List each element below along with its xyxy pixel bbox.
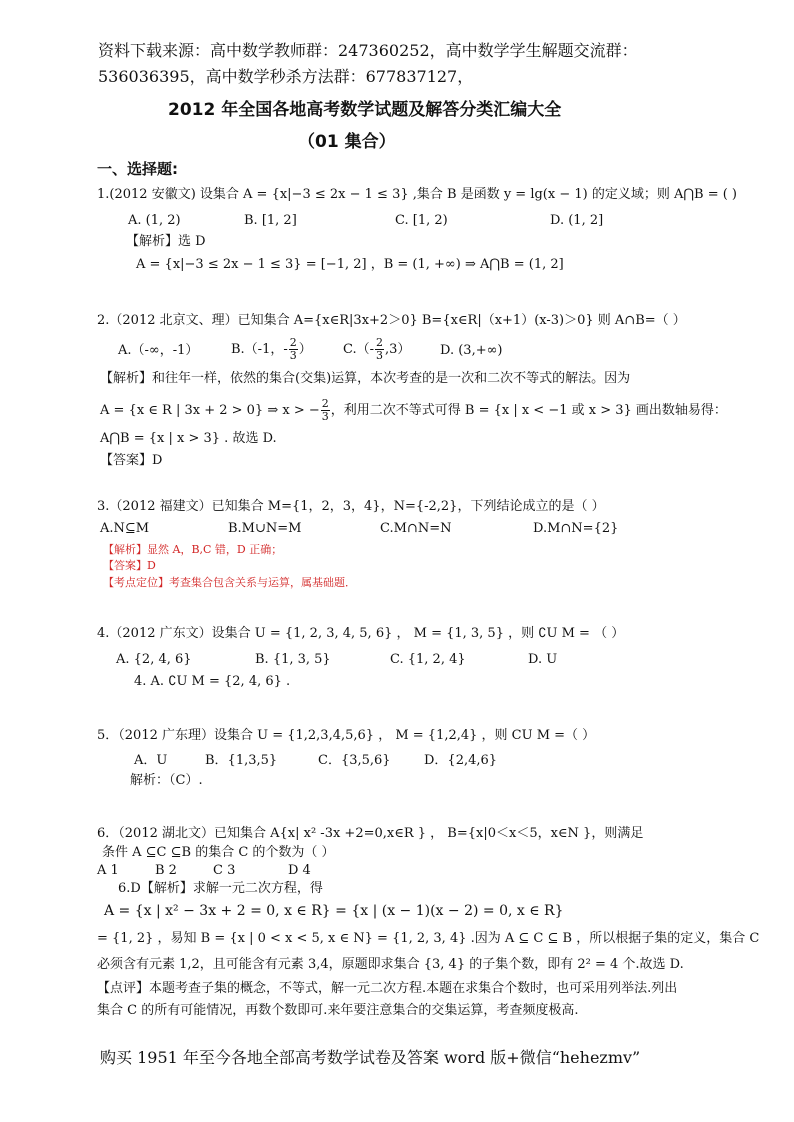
q6-stem: 6．（2012 湖北文）已知集合 A{x| x² -3x +2=0,x∈R } ， B={x|0＜x＜5，x∈N }，则满足 [97, 826, 644, 841]
q2-analysis-3: A⋂B = {x | x > 3} . 故选 D. [100, 431, 277, 446]
header-line-2: 536036395，高中数学秒杀方法群：677837127， [98, 67, 474, 86]
page-subtitle: （01 集合） [298, 132, 396, 152]
q1-option-c: C. [1, 2) [395, 213, 448, 228]
q5-option-d: D．{2,4,6} [424, 753, 498, 768]
q2-option-c-close: ,3） [385, 342, 411, 357]
fraction-denominator: 3 [321, 410, 329, 423]
q6-stem-2: 条件 A ⊆C ⊆B 的集合 C 的个数为（ ） [102, 845, 335, 860]
q6-analysis-2: A = {x | x² − 3x + 2 = 0, x ∈ R} = {x | (x − 1)(x − 2) = 0, x ∈ R} [104, 903, 564, 919]
section-heading: 一、选择题: [97, 160, 178, 178]
q5-option-a: A．U [134, 753, 168, 768]
q4-option-a: A. {2, 4, 6} [116, 652, 192, 667]
q6-option-d: D 4 [288, 863, 311, 878]
q1-option-a: A. (1, 2) [128, 213, 181, 228]
q6-option-a: A 1 [97, 863, 119, 878]
q6-option-c: C 3 [213, 863, 236, 878]
q4-option-c: C. {1, 2, 4} [390, 652, 466, 667]
q1-analysis: 【解析】选 D [126, 234, 206, 249]
q2-answer: 【答案】D [100, 453, 163, 468]
q2-analysis-2b: ，利用二次不等式可得 B = {x | x < −1 或 x > 3} 画出数轴易得： [330, 403, 727, 418]
q1-stem: 1.(2012 安徽文) 设集合 A = {x|−3 ≤ 2x − 1 ≤ 3} ,集合 B 是函数 y = lg(x − 1) 的定义域；则 A⋂B = ( ) [97, 187, 738, 202]
q4-answer: 4. A. ∁U M = {2, 4, 6} . [134, 674, 291, 689]
q5-stem: 5．（2012 广东理）设集合 U = {1,2,3,4,5,6} ， M = {1,2,4} ，则 CU M =（ ） [97, 728, 596, 743]
q2-option-a: A.（-∞，-1） [118, 343, 199, 358]
q5-option-b: B．{1,3,5} [205, 753, 278, 768]
q3-red-answer: 【答案】D [103, 559, 156, 572]
fraction [375, 337, 384, 362]
q4-stem: 4.（2012 广东文）设集合 U = {1, 2, 3, 4, 5, 6} ， M = {1, 3, 5} ，则 ∁U M = （ ） [97, 626, 625, 641]
q4-option-b: B. {1, 3, 5} [255, 652, 331, 667]
q2-analysis-2 [100, 396, 727, 426]
q1-option-b: B. [1, 2] [244, 213, 297, 228]
q2-stem: 2.（2012 北京文、理）已知集合 A={x∈R|3x+2＞0} B={x∈R|（x+1）(x-3)＞0} 则 A∩B=（ ） [97, 313, 686, 328]
q3-stem: 3.（2012 福建文）已知集合 M={1，2，3，4}，N={-2,2}，下列结论成立的是（ ） [97, 499, 605, 514]
q2-option-c [343, 336, 410, 364]
q1-derivation: A = {x|−3 ≤ 2x − 1 ≤ 3} = [−1, 2] ，B = (1, +∞) ⇒ A⋂B = (1, 2] [136, 257, 564, 272]
q6-analysis-3: = {1, 2} ，易知 B = {x | 0 < x < 5, x ∈ N} = {1, 2, 3, 4} .因为 A ⊆ C ⊆ B ，所以根据子集的定义，集合 C [97, 931, 760, 946]
q6-analysis-1: 6.D【解析】求解一元二次方程，得 [118, 881, 323, 896]
fraction [289, 337, 298, 362]
q2-analysis-2a: A = {x ∈ R | 3x + 2 > 0} ⇒ x > − [100, 403, 320, 418]
fraction-numerator: 2 [321, 397, 329, 410]
q6-comment-2: 集合 C 的所有可能情况，再数个数即可.来年要注意集合的交集运算，考查频度极高. [97, 1003, 579, 1018]
q1-option-d: D. (1, 2] [550, 213, 604, 228]
q3-red-analysis: 【解析】显然 A，B,C 错，D 正确； [103, 543, 283, 556]
q6-comment-1: 【点评】本题考查子集的概念，不等式，解一元二次方程.本题在求集合个数时，也可采用列举法.列出 [97, 981, 678, 996]
q3-option-d: D.M∩N={2} [533, 521, 619, 536]
page-title: 2012 年全国各地高考数学试题及解答分类汇编大全 [168, 100, 562, 120]
q2-option-c-text: C.（- [343, 342, 375, 357]
q3-red-keypoint: 【考点定位】考查集合包含关系与运算，属基础题． [103, 576, 356, 589]
q2-option-b-text: B.（-1，- [231, 342, 288, 357]
q3-option-a: A.N⊆M [100, 521, 150, 536]
q2-analysis-1: 【解析】和往年一样，依然的集合(交集)运算，本次考查的是一次和二次不等式的解法。因为 [100, 371, 631, 386]
fraction-denominator: 3 [376, 349, 384, 362]
q2-option-b [231, 336, 312, 364]
fraction-numerator: 2 [289, 336, 297, 349]
fraction-numerator: 2 [376, 336, 384, 349]
q5-answer: 解析：（C）. [130, 773, 203, 788]
q5-option-c: C．{3,5,6} [318, 753, 391, 768]
fraction [321, 398, 330, 423]
q6-option-b: B 2 [155, 863, 177, 878]
q4-option-d: D. U [528, 652, 558, 667]
q3-option-b: B.M∪N=M [228, 521, 302, 536]
q6-analysis-4: 必须含有元素 1,2，且可能含有元素 3,4，原题即求集合 {3, 4} 的子集个数，即有 2² = 4 个.故选 D. [97, 957, 684, 972]
fraction-denominator: 3 [289, 349, 297, 362]
q2-option-d: D. (3,+∞) [440, 343, 503, 358]
q2-option-b-close: ） [298, 342, 312, 357]
q3-option-c: C.M∩N=N [380, 521, 452, 536]
footer-note: 购买 1951 年至今各地全部高考数学试卷及答案 word 版+微信“hehezmv” [100, 1048, 641, 1067]
header-line-1: 资料下载来源：高中数学教师群：247360252，高中数学学生解题交流群： [98, 41, 638, 60]
